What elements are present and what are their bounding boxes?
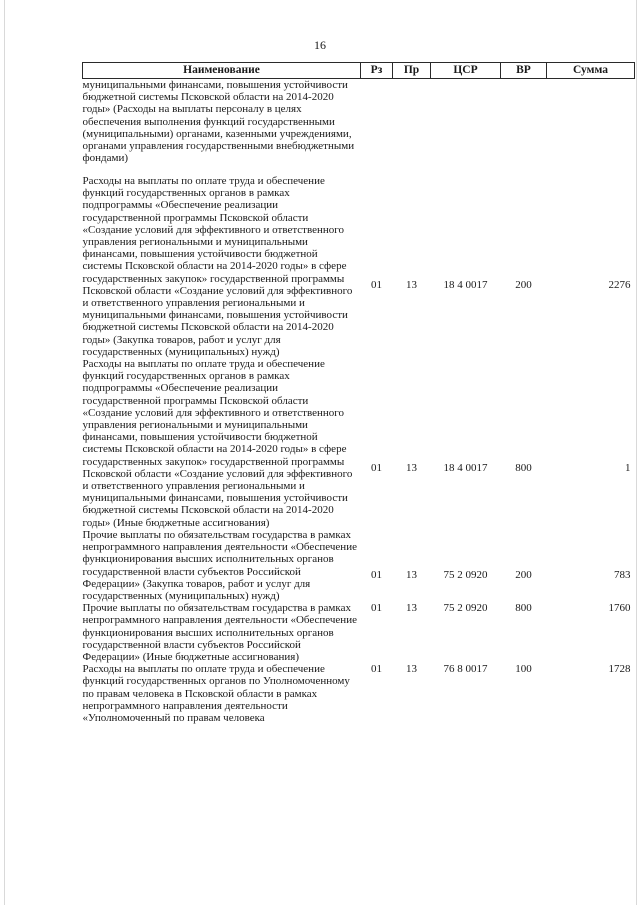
row-vr: 100	[515, 663, 532, 676]
header-name: Наименование	[83, 63, 361, 79]
row-pr: 13	[406, 663, 417, 676]
row-vr: 800	[515, 462, 532, 475]
row-pr: 13	[406, 568, 417, 581]
table-row	[83, 358, 635, 529]
row-sum: 783	[614, 568, 631, 581]
table-row	[83, 79, 635, 176]
row-name: Расходы на выплаты по оплате труда и обеспечение функций государственных органов по Уполномоченному по правам человека в Псковской области в рамках непрограммного направления деятельности «Уполномоченный по правам человека	[82, 663, 350, 724]
row-sum: 1760	[608, 602, 631, 615]
row-pr: 13	[406, 462, 417, 475]
table-row	[83, 663, 635, 724]
table-row	[83, 175, 635, 358]
row-sum: 1728	[608, 663, 631, 676]
row-pr: 13	[406, 602, 417, 615]
row-csr: 75 2 0920	[443, 602, 488, 615]
row-vr: 200	[515, 568, 532, 581]
row-rz: 01	[371, 568, 382, 581]
row-rz: 01	[371, 279, 382, 291]
row-rz: 01	[371, 462, 382, 475]
table-header-row	[83, 63, 635, 79]
row-rz: 01	[371, 602, 382, 615]
row-sum: 2276	[608, 279, 631, 291]
table-row	[83, 602, 635, 663]
table-row	[83, 529, 635, 602]
row-csr: 75 2 0920	[443, 568, 488, 581]
row-pr: 13	[406, 279, 417, 291]
row-name: Расходы на выплаты по оплате труда и обеспечение функций государственных органов в рамках подпрограммы «Обеспечение реализации государственной программы Псковской области «Создание условий для эффективного и ответственного управления региональными и муниципальными финансами, повышения устойчивости бюджетной системы Псковской области на 2014-2020 годы» в сфере государственных закупок» государственной программы Псковской области «Создание условий для эффективного и ответственного управления региональными и муниципальными финансами, повышения устойчивости бюджетной системы Псковской области на 2014-2020 годы» (Закупка товаров, работ и услуг для государственных (муниципальных) нужд)	[82, 175, 353, 358]
row-name: Прочие выплаты по обязательствам государства в рамках непрограммного направления деятельности «Обеспечение функционирования высших исполнительных органов государственной власти субъектов Российской Федерации» (Иные бюджетные ассигнования)	[82, 602, 357, 663]
row-vr: 200	[515, 279, 532, 291]
row-rz: 01	[371, 663, 382, 676]
header-pr: Пр	[393, 63, 431, 79]
row-csr: 18 4 0017	[443, 279, 488, 291]
header-vr: ВР	[501, 63, 547, 79]
budget-table	[82, 62, 635, 724]
scan-edge-right	[636, 0, 637, 905]
row-vr: 800	[515, 602, 532, 615]
header-rz: Рз	[361, 63, 393, 79]
header-csr: ЦСР	[431, 63, 501, 79]
row-csr: 76 8 0017	[443, 663, 488, 676]
scan-edge-left	[4, 0, 5, 905]
header-sum: Сумма	[547, 63, 635, 79]
row-csr: 18 4 0017	[443, 462, 488, 475]
row-name: Расходы на выплаты по оплате труда и обеспечение функций государственных органов в рамках подпрограммы «Обеспечение реализации государственной программы Псковской области «Создание условий для эффективного и ответственного управления региональными и муниципальными финансами, повышения устойчивости бюджетной системы Псковской области на 2014-2020 годы» в сфере государственных закупок» государственной программы Псковской области «Создание условий для эффективного и ответственного управления региональными и муниципальными финансами, повышения устойчивости бюджетной системы Псковской области на 2014-2020 годы» (Иные бюджетные ассигнования)	[82, 358, 353, 529]
row-name: Прочие выплаты по обязательствам государства в рамках непрограммного направления деятельности «Обеспечение функционирования высших исполнительных органов государственной власти субъектов Российской Федерации» (Закупка товаров, работ и услуг для государственных (муниципальных) нужд)	[82, 528, 357, 602]
row-name: муниципальными финансами, повышения устойчивости бюджетной системы Псковской области на 2014-2020 годы» (Расходы на выплаты персоналу в целях обеспечения выполнения функций государственными (муниципальными) органами, казенными учреждениями, органами управления государственными внебюджетными фондами)	[82, 79, 355, 165]
page-number: 16	[314, 38, 326, 52]
row-sum: 1	[625, 462, 631, 475]
